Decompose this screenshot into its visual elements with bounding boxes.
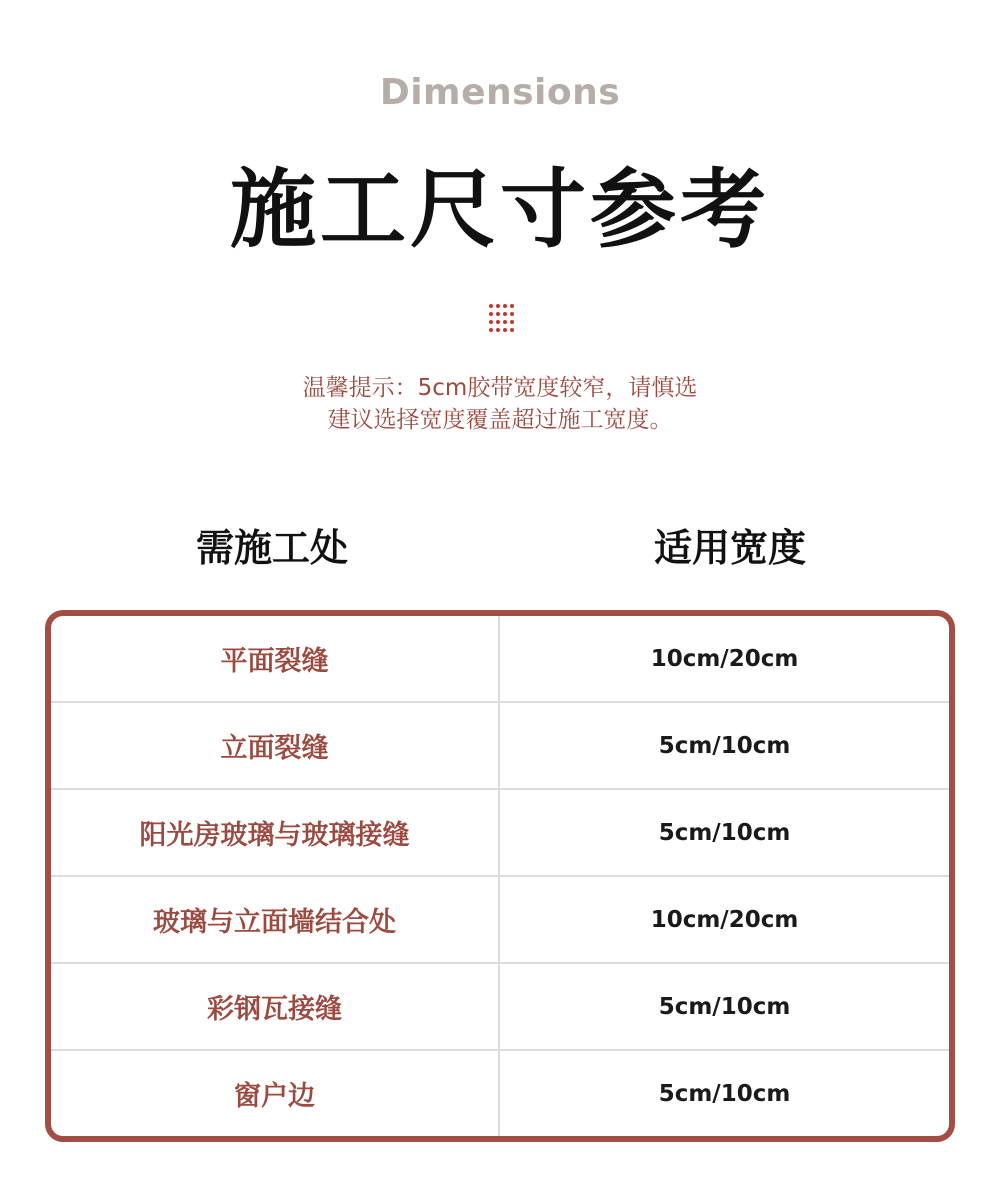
table-cell-width: 5cm/10cm bbox=[658, 1080, 791, 1107]
table-cell-place: 玻璃与立面墙结合处 bbox=[51, 877, 500, 962]
dots-divider-icon bbox=[489, 304, 513, 334]
column-header-width: 适用宽度 bbox=[653, 526, 806, 570]
table-cell-width: 5cm/10cm bbox=[658, 819, 791, 846]
table-row bbox=[51, 877, 949, 964]
dimensions-table bbox=[45, 610, 955, 1142]
page-title: 施工尺寸参考 bbox=[230, 160, 770, 260]
table-row bbox=[51, 964, 949, 1051]
table-cell-width: 10cm/20cm bbox=[650, 645, 799, 672]
table-cell-place: 阳光房玻璃与玻璃接缝 bbox=[51, 790, 500, 875]
notice-line-2: 建议选择宽度覆盖超过施工宽度。 bbox=[327, 407, 673, 433]
section-subtitle: Dimensions bbox=[379, 72, 621, 113]
table-row bbox=[51, 790, 949, 877]
table-cell-place: 彩钢瓦接缝 bbox=[51, 964, 500, 1049]
table-row bbox=[51, 1051, 949, 1136]
table-cell-width: 5cm/10cm bbox=[658, 732, 791, 759]
table-cell-place: 窗户边 bbox=[51, 1051, 500, 1136]
table-cell-place: 平面裂缝 bbox=[51, 616, 500, 701]
notice-line-1: 温馨提示：5cm胶带宽度较窄，请慎选 bbox=[302, 375, 698, 401]
table-row bbox=[51, 616, 949, 703]
notice-text bbox=[0, 372, 1000, 436]
table-cell-width: 10cm/20cm bbox=[650, 906, 799, 933]
table-cell-width: 5cm/10cm bbox=[658, 993, 791, 1020]
table-cell-place: 立面裂缝 bbox=[51, 703, 500, 788]
table-row bbox=[51, 703, 949, 790]
column-header-place: 需施工处 bbox=[195, 526, 348, 570]
